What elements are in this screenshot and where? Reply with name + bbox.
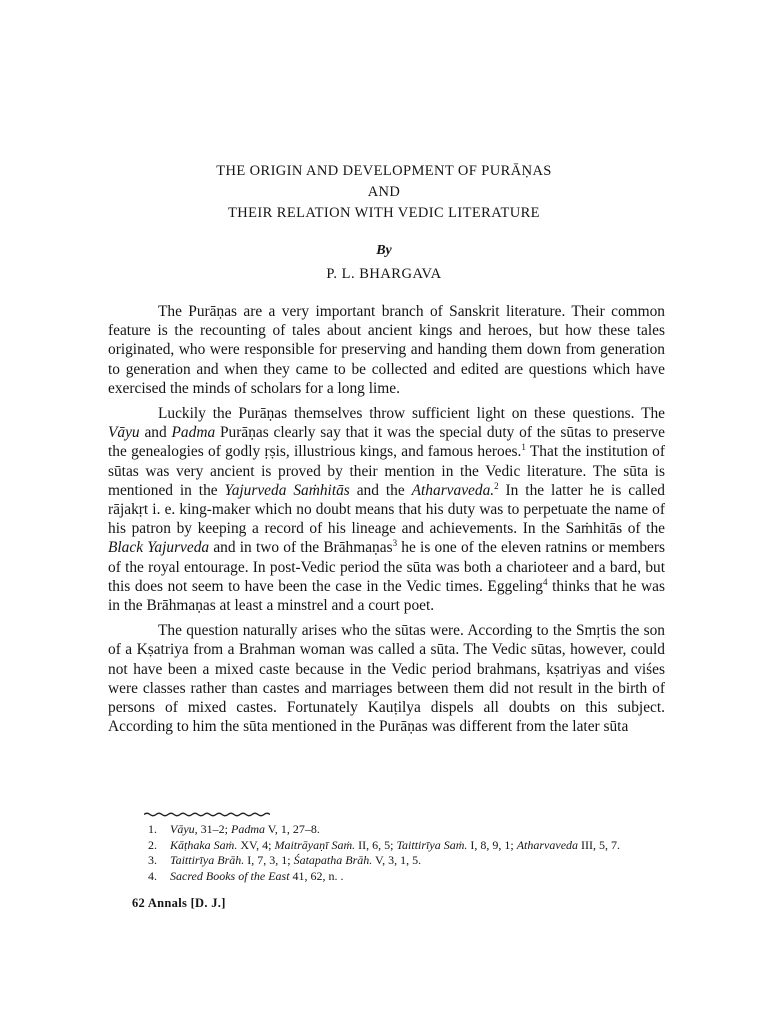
italic-term: Maitrāyaṇī Saṁ. bbox=[274, 837, 356, 852]
footnote-text: Vāyu, 31–2; Padma V, 1, 27–8. bbox=[170, 822, 320, 836]
byline: By bbox=[376, 243, 392, 258]
paragraph-3: The question naturally arises who the sūtas were. According to the Smṛtis the son of a Kṣatriya from a Brahman woman was called a sūta. The Vedic sūtas, however, could not have been a mixed caste because in the Vedic period brahmans, kṣatriyas and viśes were classes rather than castes and marriages between them did not result in the birth of persons of mixed castes. Fortunately Kauṭilya dispels all doubts on this subject. According to him the sūta mentioned in the Purāṇas was different from the later sūta bbox=[108, 622, 665, 736]
footnote-number: 3. bbox=[148, 853, 157, 868]
printer-signature-mark: 62 Annals [D. J.] bbox=[132, 896, 226, 910]
italic-term: Taittirīya Saṁ. bbox=[396, 837, 468, 852]
body-text bbox=[108, 302, 665, 736]
italic-term: Kāṭhaka Saṁ. bbox=[170, 837, 238, 852]
footnote-reference: 1 bbox=[521, 442, 526, 453]
footnote-number: 1. bbox=[148, 822, 157, 836]
footnote-number: 2. bbox=[148, 837, 157, 852]
footnote-4 bbox=[148, 869, 668, 885]
footnotes bbox=[148, 822, 668, 884]
footnote-reference: 2 bbox=[494, 480, 499, 491]
footnote-2 bbox=[148, 838, 668, 854]
italic-term: Vāyu bbox=[108, 424, 140, 442]
italic-term: Black Yajurveda bbox=[108, 539, 210, 557]
title-line-1: THE ORIGIN AND DEVELOPMENT OF PURĀṆAS bbox=[216, 163, 552, 179]
italic-term: Śatapatha Brāh. bbox=[293, 853, 373, 868]
italic-term: Taittirīya Brāh. bbox=[170, 853, 245, 868]
author-name: P. L. BHARGAVA bbox=[326, 266, 442, 282]
footnote-rule bbox=[144, 812, 270, 817]
italic-term: Padma bbox=[171, 424, 216, 442]
italic-term: Atharvaveda bbox=[516, 837, 579, 852]
italic-term: Yajurveda Saṁhitās bbox=[224, 481, 350, 499]
footnote-text: Taittirīya Brāh. I, 7, 3, 1; Śatapatha Brāh. V, 3, 1, 5. bbox=[170, 853, 422, 868]
italic-term: Atharvaveda. bbox=[411, 481, 495, 499]
italic-term: Vāyu, bbox=[170, 822, 198, 836]
footnote-number: 4. bbox=[148, 868, 157, 883]
footnote-3 bbox=[148, 853, 668, 869]
footnote-1 bbox=[148, 822, 668, 838]
footnote-text: Sacred Books of the East 41, 62, n. . bbox=[170, 868, 344, 883]
title-line-3: THEIR RELATION WITH VEDIC LITERATURE bbox=[228, 205, 540, 221]
footnote-text: Kāṭhaka Saṁ. XV, 4; Maitrāyaṇī Saṁ. II, 6, 5; Taittirīya Saṁ. I, 8, 9, 1; Atharvaveda III, 5, 7. bbox=[170, 837, 621, 852]
italic-term: Padma bbox=[231, 822, 265, 836]
footnote-reference: 4 bbox=[542, 576, 548, 587]
paragraph-1: The Purāṇas are a very important branch of Sanskrit literature. Their common feature is the recounting of tales about ancient kings and heroes, but how these tales originated, who were responsible for preserving and handing them down from generation to generation and when they came to be collected and edited are questions which have exercised the minds of scholars for a long lime. bbox=[108, 303, 665, 397]
italic-term: Sacred Books of the East bbox=[170, 868, 290, 883]
paragraph-2: Luckily the Purāṇas themselves throw sufficient light on these questions. The Vāyu and Padma Purāṇas clearly say that it was the special duty of the sūtas to preserve the genealogies of godly ṛṣis, illustrious kings, and famous heroes.$^1$ That the institution of sūtas was very ancient is proved by their mention in the Vedic literature. The sūta is mentioned in the Yajurveda Saṁhitās and the Atharvaveda.$^2$ In the latter he is called rājakṛt i. e. king-maker which no doubt means that his duty was to perpetuate the name of his patron by keeping a record of his lineage and achievements. In the Saṁhitās of the Black Yajurveda and in two of the Brāhmaṇas$^3$ he is one of the eleven ratnins or members of the royal entourage. In post-Vedic period the sūta was both a charioteer and a bard, but this does not seem to have been the case in the Vedic times. Eggeling$^4$ thinks that he was in the Brāhmaṇas at least a minstrel and a court poet. bbox=[108, 405, 666, 615]
footnote-reference: 3 bbox=[392, 538, 398, 549]
title-line-2: AND bbox=[367, 184, 401, 200]
